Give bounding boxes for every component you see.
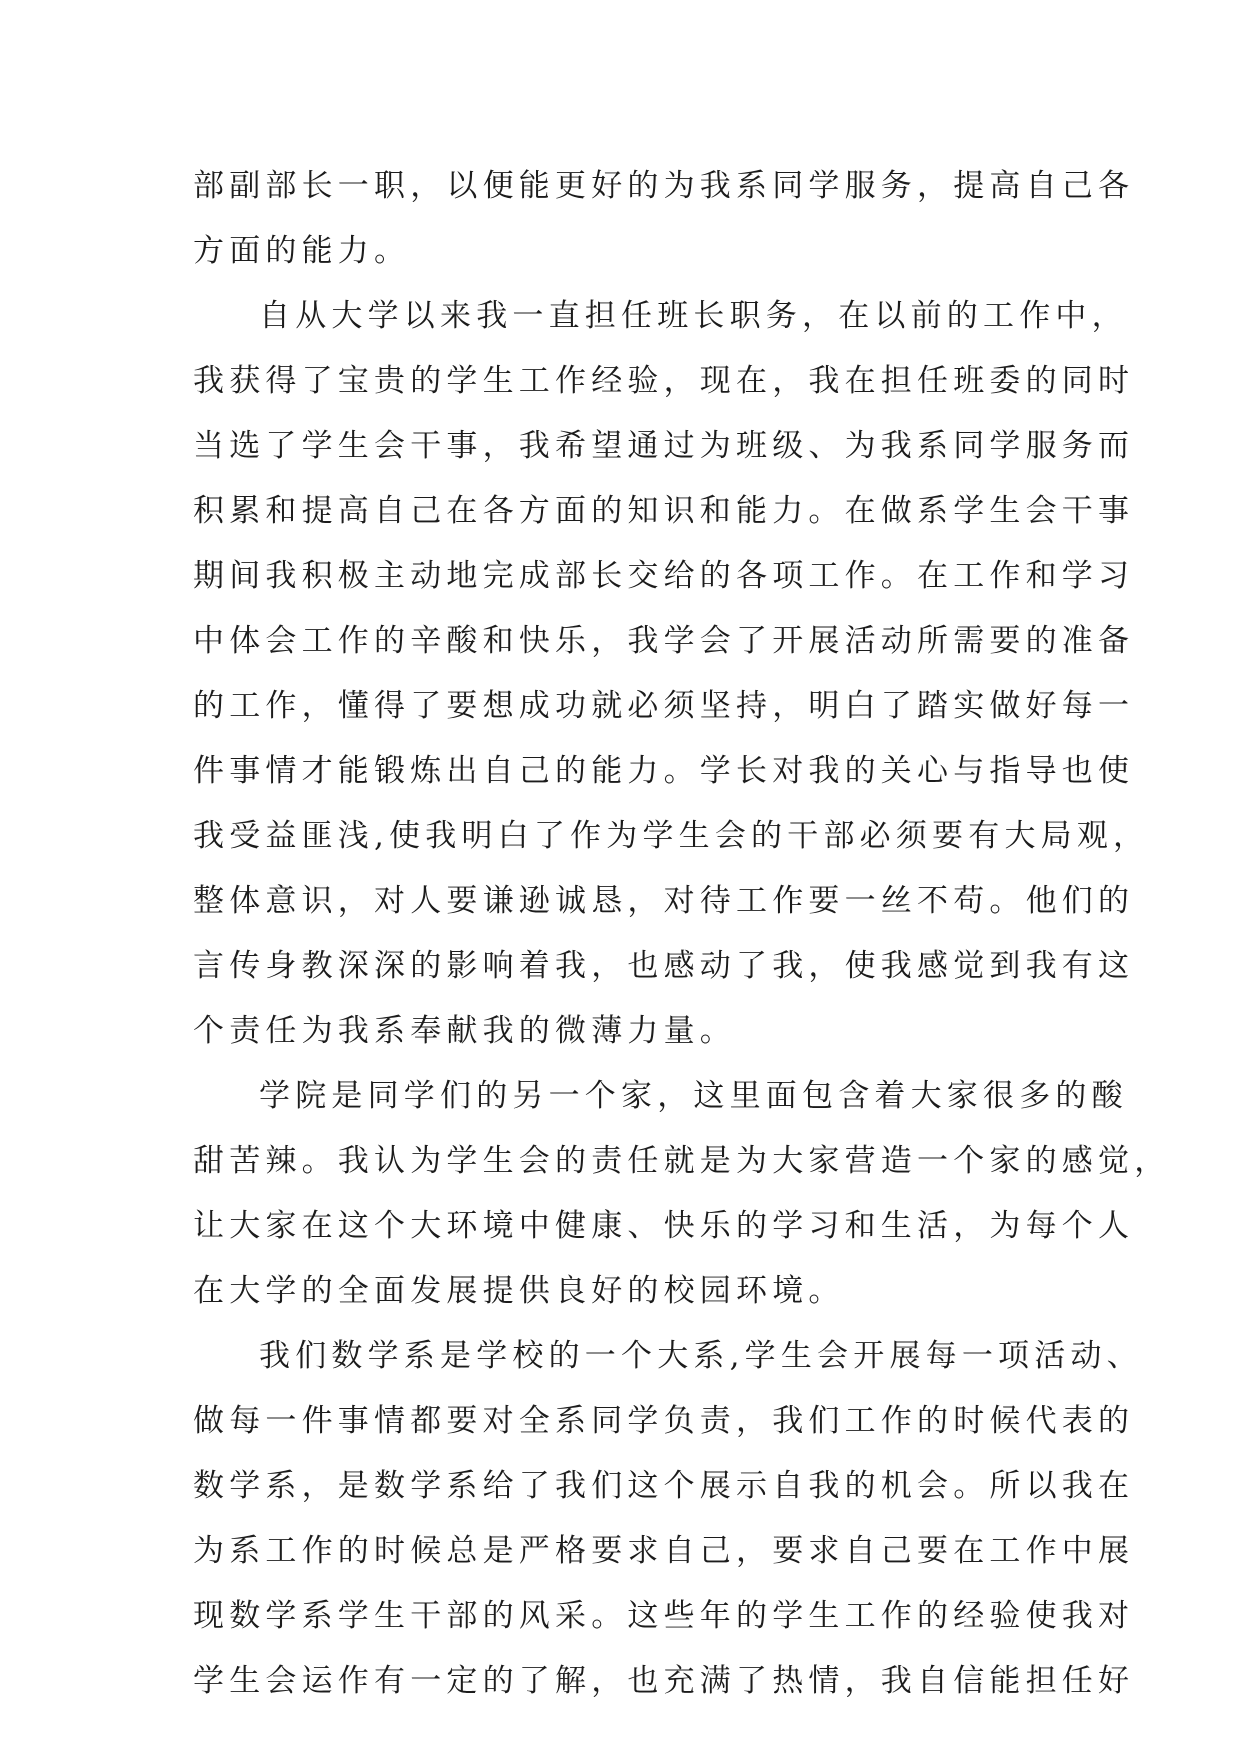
text-line: 件事情才能锻炼出自己的能力。学长对我的关心与指导也使 xyxy=(193,753,1135,789)
paragraph-start-line: 我们数学系是学校的一个大系,学生会开展每一项活动、 xyxy=(259,1338,1143,1374)
text-line: 当选了学生会干事，我希望通过为班级、为我系同学服务而 xyxy=(193,428,1135,464)
text-line: 学生会运作有一定的了解，也充满了热情，我自信能担任好 xyxy=(193,1663,1135,1699)
text-line: 现数学系学生干部的风采。这些年的学生工作的经验使我对 xyxy=(193,1598,1135,1634)
text-line: 做每一件事情都要对全系同学负责，我们工作的时候代表的 xyxy=(193,1403,1135,1439)
text-line: 中体会工作的辛酸和快乐，我学会了开展活动所需要的准备 xyxy=(193,623,1135,659)
text-line: 我受益匪浅,使我明白了作为学生会的干部必须要有大局观， xyxy=(193,818,1150,854)
text-line: 让大家在这个大环境中健康、快乐的学习和生活，为每个人 xyxy=(193,1208,1135,1244)
text-line: 在大学的全面发展提供良好的校园环境。 xyxy=(193,1273,845,1309)
document-body xyxy=(193,154,1171,1714)
text-line: 我获得了宝贵的学生工作经验，现在，我在担任班委的同时 xyxy=(193,363,1135,399)
text-line: 期间我积极主动地完成部长交给的各项工作。在工作和学习 xyxy=(193,558,1135,594)
text-line: 积累和提高自己在各方面的知识和能力。在做系学生会干事 xyxy=(193,493,1135,529)
text-line: 为系工作的时候总是严格要求自己，要求自己要在工作中展 xyxy=(193,1533,1135,1569)
text-line: 的工作，懂得了要想成功就必须坚持，明白了踏实做好每一 xyxy=(193,688,1135,724)
text-line: 整体意识，对人要谦逊诚恳，对待工作要一丝不苟。他们的 xyxy=(193,883,1135,919)
text-line: 数学系，是数学系给了我们这个展示自我的机会。所以我在 xyxy=(193,1468,1135,1504)
paragraph-start-line: 学院是同学们的另一个家，这里面包含着大家很多的酸 xyxy=(259,1078,1128,1114)
text-line: 部副部长一职，以便能更好的为我系同学服务，提高自己各 xyxy=(193,168,1135,204)
text-line: 甜苦辣。我认为学生会的责任就是为大家营造一个家的感觉， xyxy=(193,1143,1171,1179)
text-line: 方面的能力。 xyxy=(193,233,411,269)
text-line: 言传身教深深的影响着我，也感动了我，使我感觉到我有这 xyxy=(193,948,1135,984)
paragraph-start-line: 自从大学以来我一直担任班长职务，在以前的工作中， xyxy=(259,298,1128,334)
text-line: 个责任为我系奉献我的微薄力量。 xyxy=(193,1013,736,1049)
